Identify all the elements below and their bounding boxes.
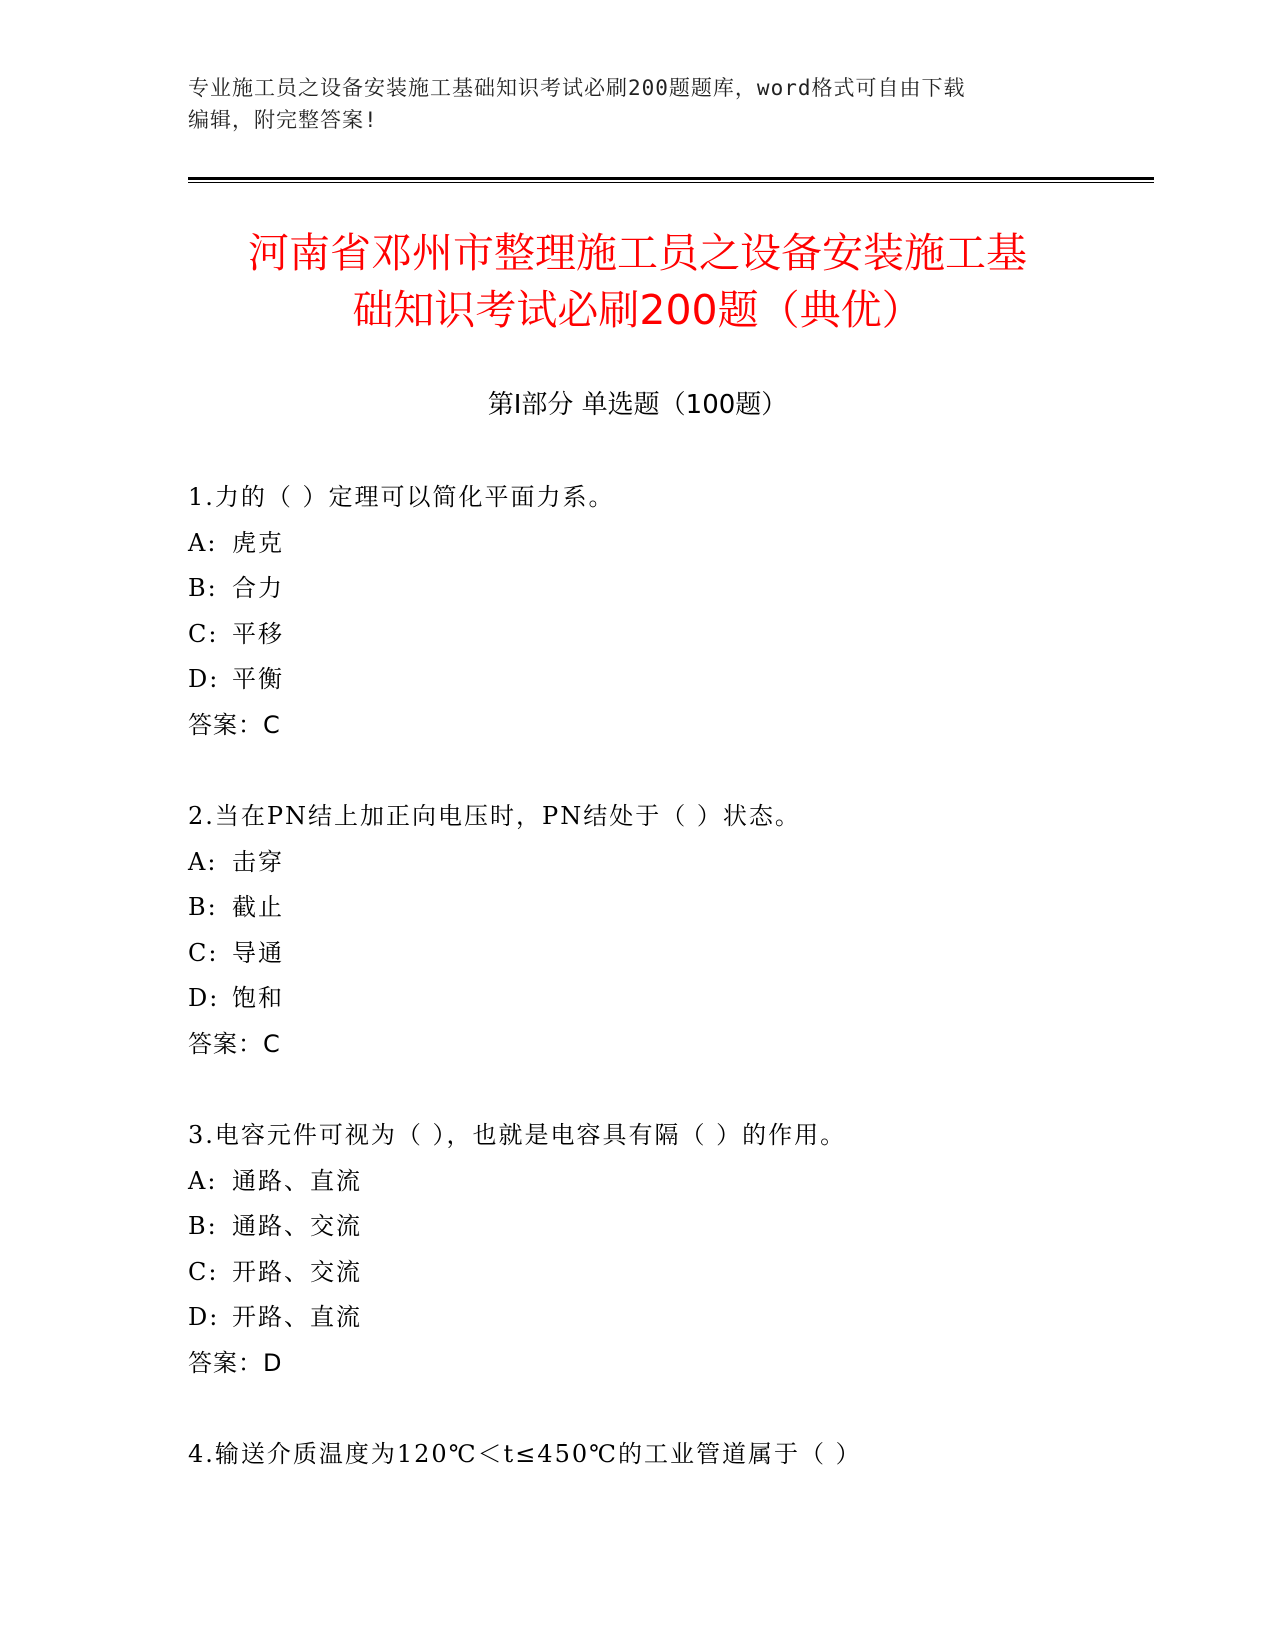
header-note-line-2: 编辑，附完整答案! [188, 108, 378, 132]
question-stem: 3.电容元件可视为（ ），也就是电容具有隔（ ）的作用。 [188, 1121, 847, 1149]
option-c [188, 931, 1148, 977]
option-text: 开路、交流 [232, 1257, 362, 1286]
option-d [188, 657, 1148, 703]
option-b [188, 885, 1148, 931]
question-2 [188, 794, 1148, 1067]
option-d [188, 976, 1148, 1022]
question-3 [188, 1113, 1148, 1386]
question-stem: 2.当在PN结上加正向电压时，PN结处于（ ）状态。 [188, 802, 801, 830]
option-letter: D: [188, 1303, 220, 1331]
option-c [188, 1250, 1148, 1296]
option-text: 开路、直流 [232, 1303, 362, 1331]
option-text: 虎克 [232, 528, 284, 557]
question-list [188, 475, 1148, 1524]
question-stem: 4.输送介质温度为120℃＜t≤450℃的工业管道属于（ ） [188, 1440, 862, 1468]
option-text: 通路、直流 [232, 1166, 362, 1195]
section-title: 第Ⅰ部分 单选题（100题） [487, 390, 788, 420]
answer-label: 答案： [188, 1029, 263, 1058]
document-title-line-2: 础知识考试必刷200题（典优） [352, 286, 923, 334]
answer-value: C [263, 1029, 281, 1058]
answer-line [188, 1022, 1148, 1068]
option-text: 合力 [232, 574, 284, 602]
option-b [188, 566, 1148, 612]
option-letter: C: [188, 619, 219, 648]
header-note-line-1: 专业施工员之设备安装施工基础知识考试必刷200题题库，word格式可自由下载 [188, 76, 966, 100]
question-1 [188, 475, 1148, 748]
option-a [188, 1159, 1148, 1205]
option-text: 导通 [232, 938, 284, 967]
answer-line [188, 1341, 1148, 1387]
answer-value: C [263, 710, 281, 739]
option-letter: C: [188, 938, 219, 967]
option-letter: B: [188, 893, 218, 921]
header-divider-thick [188, 177, 1154, 180]
answer-label: 答案： [188, 710, 263, 739]
answer-label: 答案： [188, 1348, 263, 1377]
document-title [150, 225, 1125, 339]
option-a [188, 521, 1148, 567]
option-letter: D: [188, 665, 220, 693]
option-text: 截止 [232, 893, 284, 921]
question-4 [188, 1432, 1148, 1478]
option-text: 击穿 [232, 847, 284, 876]
answer-value: D [263, 1348, 283, 1377]
option-letter: B: [188, 574, 218, 602]
option-a [188, 840, 1148, 886]
option-text: 平衡 [232, 665, 284, 693]
option-letter: B: [188, 1212, 218, 1240]
header-note [188, 72, 1088, 136]
option-d [188, 1295, 1148, 1341]
option-letter: D: [188, 984, 220, 1012]
document-title-line-1: 河南省邓州市整理施工员之设备安装施工基 [248, 229, 1027, 277]
option-text: 饱和 [232, 984, 284, 1012]
option-letter: A: [188, 847, 218, 876]
option-text: 平移 [232, 619, 284, 648]
answer-line [188, 703, 1148, 749]
option-letter: A: [188, 528, 218, 557]
question-stem: 1.力的（ ）定理可以简化平面力系。 [188, 483, 615, 511]
option-letter: A: [188, 1166, 218, 1195]
option-b [188, 1204, 1148, 1250]
option-letter: C: [188, 1257, 219, 1286]
header-divider-thin [188, 182, 1154, 183]
option-c [188, 612, 1148, 658]
option-text: 通路、交流 [232, 1212, 362, 1240]
